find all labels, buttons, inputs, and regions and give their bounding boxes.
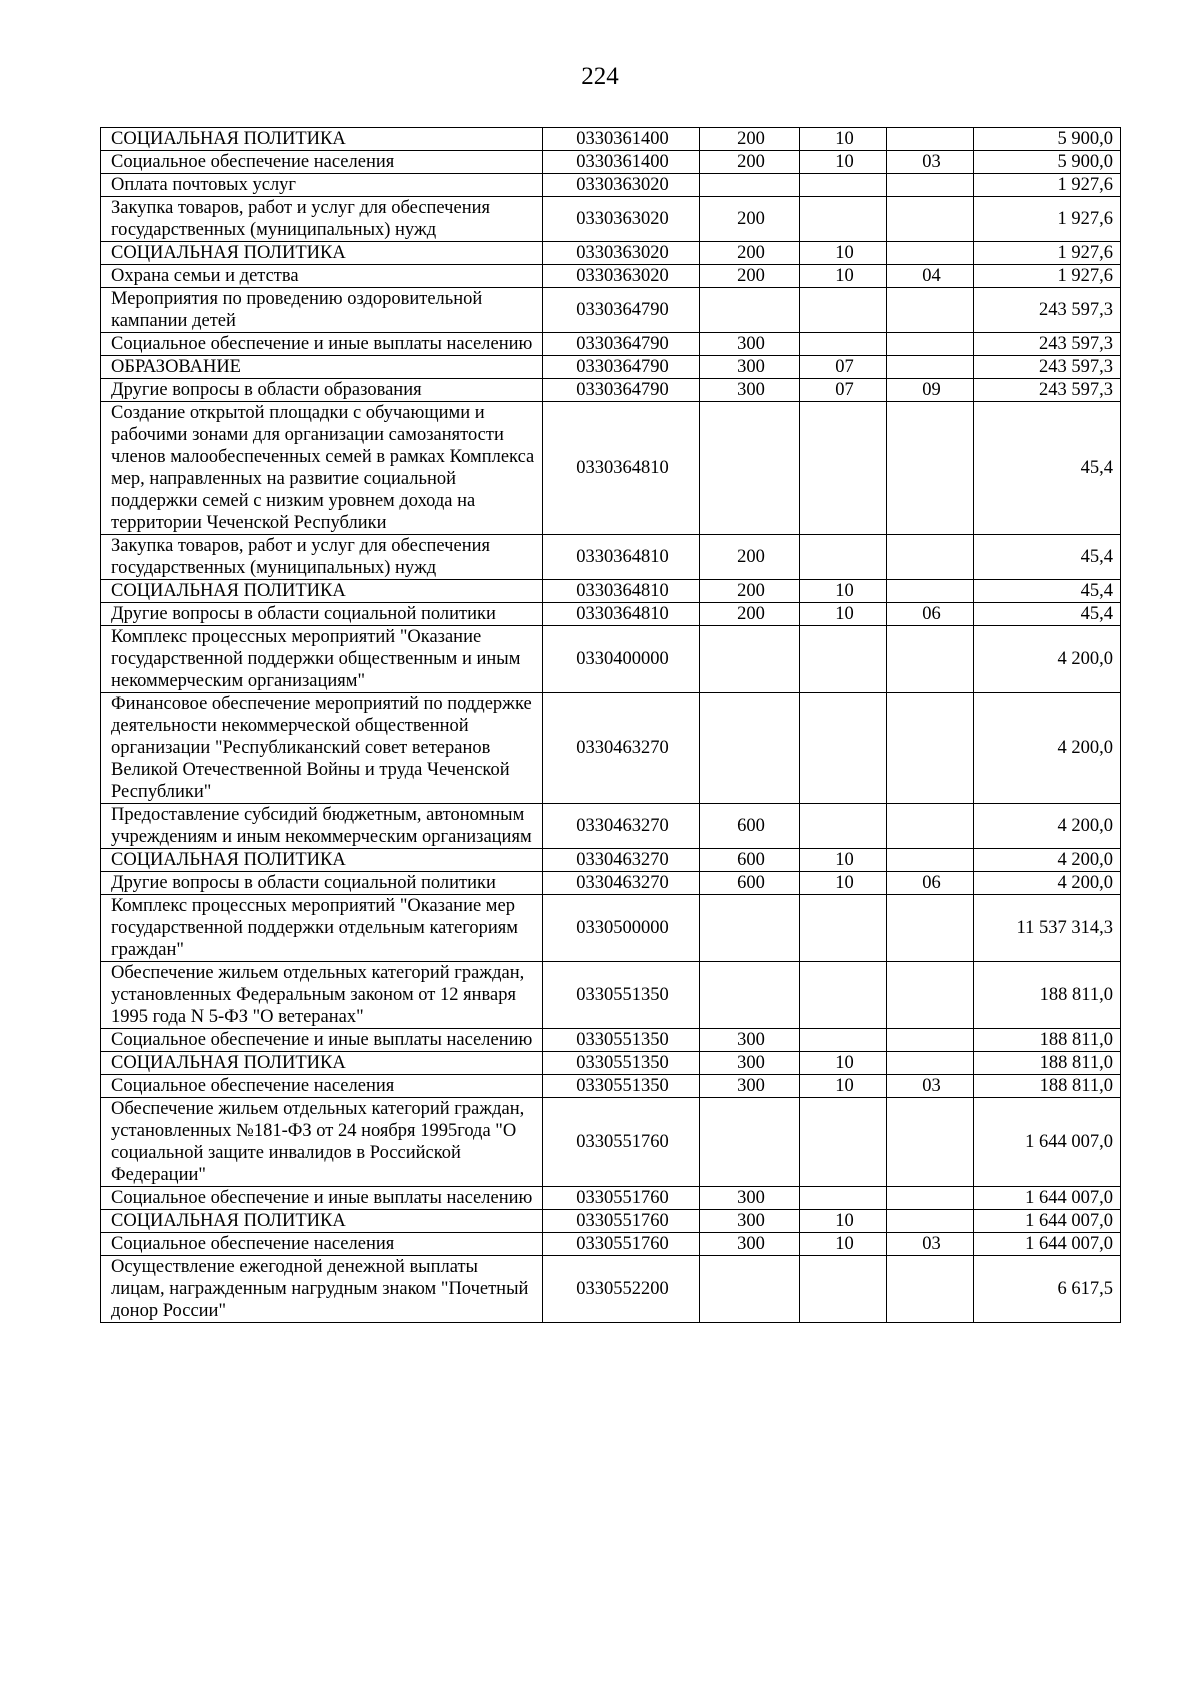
section-cell: 10 bbox=[800, 1233, 887, 1256]
amount-cell: 45,4 bbox=[974, 580, 1121, 603]
subsection-cell bbox=[887, 197, 974, 242]
amount-cell: 243 597,3 bbox=[974, 356, 1121, 379]
subsection-cell bbox=[887, 174, 974, 197]
amount-cell: 1 644 007,0 bbox=[974, 1187, 1121, 1210]
table-row bbox=[101, 580, 1121, 603]
amount-cell: 45,4 bbox=[974, 402, 1121, 535]
table-row bbox=[101, 1075, 1121, 1098]
section-cell: 07 bbox=[800, 356, 887, 379]
target-code-cell: 0330361400 bbox=[543, 151, 700, 174]
subsection-cell: 06 bbox=[887, 603, 974, 626]
item-name-cell: Предоставление субсидий бюджетным, автономным учреждениям и иным некоммерческим организациям bbox=[101, 804, 543, 849]
subsection-cell bbox=[887, 1098, 974, 1187]
table-row bbox=[101, 356, 1121, 379]
target-code-cell: 0330551760 bbox=[543, 1210, 700, 1233]
subsection-cell bbox=[887, 1029, 974, 1052]
section-cell: 07 bbox=[800, 379, 887, 402]
subsection-cell: 09 bbox=[887, 379, 974, 402]
expense-type-cell: 600 bbox=[700, 804, 800, 849]
table-row bbox=[101, 849, 1121, 872]
expense-type-cell: 300 bbox=[700, 1075, 800, 1098]
section-cell: 10 bbox=[800, 265, 887, 288]
section-cell bbox=[800, 402, 887, 535]
section-cell bbox=[800, 288, 887, 333]
table-row bbox=[101, 1029, 1121, 1052]
table-row bbox=[101, 693, 1121, 804]
section-cell bbox=[800, 693, 887, 804]
item-name-cell: Финансовое обеспечение мероприятий по поддержке деятельности некоммерческой общественной организации "Республиканский совет ветеранов Великой Отечественной Войны и труда Чеченской Республики" bbox=[101, 693, 543, 804]
item-name-cell: Социальное обеспечение населения bbox=[101, 1233, 543, 1256]
expense-type-cell: 300 bbox=[700, 356, 800, 379]
section-cell bbox=[800, 1029, 887, 1052]
subsection-cell: 06 bbox=[887, 872, 974, 895]
table-row bbox=[101, 804, 1121, 849]
table-row bbox=[101, 288, 1121, 333]
amount-cell: 1 927,6 bbox=[974, 174, 1121, 197]
expense-type-cell: 300 bbox=[700, 1052, 800, 1075]
item-name-cell: Социальное обеспечение и иные выплаты населению bbox=[101, 1187, 543, 1210]
subsection-cell bbox=[887, 333, 974, 356]
target-code-cell: 0330364790 bbox=[543, 288, 700, 333]
table-row bbox=[101, 603, 1121, 626]
section-cell bbox=[800, 197, 887, 242]
amount-cell: 188 811,0 bbox=[974, 962, 1121, 1029]
target-code-cell: 0330361400 bbox=[543, 128, 700, 151]
subsection-cell bbox=[887, 1052, 974, 1075]
target-code-cell: 0330551350 bbox=[543, 1075, 700, 1098]
expense-type-cell: 300 bbox=[700, 1029, 800, 1052]
expense-type-cell bbox=[700, 1256, 800, 1323]
section-cell: 10 bbox=[800, 242, 887, 265]
amount-cell: 188 811,0 bbox=[974, 1052, 1121, 1075]
item-name-cell: Обеспечение жильем отдельных категорий граждан, установленных №181-ФЗ от 24 ноября 1995года "О социальной защите инвалидов в Российской Федерации" bbox=[101, 1098, 543, 1187]
target-code-cell: 0330364790 bbox=[543, 379, 700, 402]
target-code-cell: 0330552200 bbox=[543, 1256, 700, 1323]
table-row bbox=[101, 197, 1121, 242]
target-code-cell: 0330551350 bbox=[543, 962, 700, 1029]
subsection-cell: 03 bbox=[887, 1233, 974, 1256]
expense-type-cell bbox=[700, 962, 800, 1029]
budget-table bbox=[100, 127, 1121, 1323]
section-cell: 10 bbox=[800, 603, 887, 626]
amount-cell: 5 900,0 bbox=[974, 128, 1121, 151]
expense-type-cell bbox=[700, 402, 800, 535]
item-name-cell: Социальное обеспечение населения bbox=[101, 151, 543, 174]
target-code-cell: 0330364810 bbox=[543, 603, 700, 626]
section-cell bbox=[800, 1098, 887, 1187]
section-cell bbox=[800, 895, 887, 962]
table-row bbox=[101, 626, 1121, 693]
table-row bbox=[101, 872, 1121, 895]
table-row bbox=[101, 1210, 1121, 1233]
table-row bbox=[101, 151, 1121, 174]
item-name-cell: Другие вопросы в области социальной политики bbox=[101, 872, 543, 895]
target-code-cell: 0330400000 bbox=[543, 626, 700, 693]
item-name-cell: СОЦИАЛЬНАЯ ПОЛИТИКА bbox=[101, 1052, 543, 1075]
table-row bbox=[101, 402, 1121, 535]
subsection-cell bbox=[887, 1256, 974, 1323]
expense-type-cell: 200 bbox=[700, 128, 800, 151]
expense-type-cell: 300 bbox=[700, 1233, 800, 1256]
item-name-cell: Комплекс процессных мероприятий "Оказание мер государственной поддержки отдельным категориям граждан" bbox=[101, 895, 543, 962]
subsection-cell bbox=[887, 962, 974, 1029]
item-name-cell: СОЦИАЛЬНАЯ ПОЛИТИКА bbox=[101, 1210, 543, 1233]
section-cell: 10 bbox=[800, 1052, 887, 1075]
section-cell bbox=[800, 804, 887, 849]
section-cell bbox=[800, 1256, 887, 1323]
section-cell bbox=[800, 174, 887, 197]
item-name-cell: Осуществление ежегодной денежной выплаты лицам, награжденным нагрудным знаком "Почетный донор России" bbox=[101, 1256, 543, 1323]
amount-cell: 11 537 314,3 bbox=[974, 895, 1121, 962]
expense-type-cell: 200 bbox=[700, 265, 800, 288]
section-cell: 10 bbox=[800, 580, 887, 603]
item-name-cell: Оплата почтовых услуг bbox=[101, 174, 543, 197]
target-code-cell: 0330551760 bbox=[543, 1098, 700, 1187]
amount-cell: 1 927,6 bbox=[974, 197, 1121, 242]
amount-cell: 1 927,6 bbox=[974, 265, 1121, 288]
amount-cell: 1 927,6 bbox=[974, 242, 1121, 265]
section-cell bbox=[800, 333, 887, 356]
target-code-cell: 0330363020 bbox=[543, 174, 700, 197]
expense-type-cell bbox=[700, 1098, 800, 1187]
amount-cell: 4 200,0 bbox=[974, 849, 1121, 872]
subsection-cell bbox=[887, 849, 974, 872]
expense-type-cell bbox=[700, 174, 800, 197]
target-code-cell: 0330551760 bbox=[543, 1233, 700, 1256]
subsection-cell bbox=[887, 356, 974, 379]
item-name-cell: Другие вопросы в области социальной политики bbox=[101, 603, 543, 626]
table-row bbox=[101, 1052, 1121, 1075]
table-row bbox=[101, 1256, 1121, 1323]
amount-cell: 45,4 bbox=[974, 603, 1121, 626]
table-row bbox=[101, 1187, 1121, 1210]
table-row bbox=[101, 1098, 1121, 1187]
amount-cell: 188 811,0 bbox=[974, 1075, 1121, 1098]
target-code-cell: 0330364790 bbox=[543, 356, 700, 379]
table-row bbox=[101, 1233, 1121, 1256]
subsection-cell: 03 bbox=[887, 151, 974, 174]
amount-cell: 243 597,3 bbox=[974, 333, 1121, 356]
target-code-cell: 0330463270 bbox=[543, 872, 700, 895]
table-row bbox=[101, 379, 1121, 402]
table-row bbox=[101, 242, 1121, 265]
item-name-cell: Мероприятия по проведению оздоровительной кампании детей bbox=[101, 288, 543, 333]
target-code-cell: 0330551350 bbox=[543, 1052, 700, 1075]
table-row bbox=[101, 333, 1121, 356]
table-row bbox=[101, 128, 1121, 151]
amount-cell: 6 617,5 bbox=[974, 1256, 1121, 1323]
item-name-cell: Закупка товаров, работ и услуг для обеспечения государственных (муниципальных) нужд bbox=[101, 535, 543, 580]
expense-type-cell: 200 bbox=[700, 242, 800, 265]
target-code-cell: 0330551350 bbox=[543, 1029, 700, 1052]
section-cell bbox=[800, 962, 887, 1029]
page-number: 224 bbox=[581, 63, 619, 90]
target-code-cell: 0330364810 bbox=[543, 402, 700, 535]
table-row bbox=[101, 265, 1121, 288]
target-code-cell: 0330364790 bbox=[543, 333, 700, 356]
section-cell: 10 bbox=[800, 1210, 887, 1233]
section-cell: 10 bbox=[800, 151, 887, 174]
amount-cell: 4 200,0 bbox=[974, 804, 1121, 849]
item-name-cell: СОЦИАЛЬНАЯ ПОЛИТИКА bbox=[101, 242, 543, 265]
expense-type-cell: 600 bbox=[700, 872, 800, 895]
target-code-cell: 0330363020 bbox=[543, 197, 700, 242]
amount-cell: 4 200,0 bbox=[974, 872, 1121, 895]
subsection-cell bbox=[887, 895, 974, 962]
expense-type-cell: 200 bbox=[700, 197, 800, 242]
amount-cell: 1 644 007,0 bbox=[974, 1098, 1121, 1187]
target-code-cell: 0330500000 bbox=[543, 895, 700, 962]
item-name-cell: Создание открытой площадки с обучающими и рабочими зонами для организации самозанятости членов малообеспеченных семей в рамках Комплекса мер, направленных на развитие социальной поддержки семей с низким уровнем дохода на территории Чеченской Республики bbox=[101, 402, 543, 535]
item-name-cell: Социальное обеспечение населения bbox=[101, 1075, 543, 1098]
subsection-cell bbox=[887, 804, 974, 849]
expense-type-cell: 200 bbox=[700, 580, 800, 603]
item-name-cell: Социальное обеспечение и иные выплаты населению bbox=[101, 333, 543, 356]
target-code-cell: 0330364810 bbox=[543, 535, 700, 580]
expense-type-cell: 600 bbox=[700, 849, 800, 872]
table-row bbox=[101, 535, 1121, 580]
subsection-cell bbox=[887, 535, 974, 580]
item-name-cell: СОЦИАЛЬНАЯ ПОЛИТИКА bbox=[101, 128, 543, 151]
section-cell bbox=[800, 626, 887, 693]
subsection-cell: 03 bbox=[887, 1075, 974, 1098]
subsection-cell bbox=[887, 128, 974, 151]
item-name-cell: Комплекс процессных мероприятий "Оказание государственной поддержки общественным и иным некоммерческим организациям" bbox=[101, 626, 543, 693]
item-name-cell: СОЦИАЛЬНАЯ ПОЛИТИКА bbox=[101, 849, 543, 872]
amount-cell: 188 811,0 bbox=[974, 1029, 1121, 1052]
expense-type-cell: 200 bbox=[700, 603, 800, 626]
target-code-cell: 0330364810 bbox=[543, 580, 700, 603]
target-code-cell: 0330363020 bbox=[543, 242, 700, 265]
section-cell bbox=[800, 1187, 887, 1210]
target-code-cell: 0330363020 bbox=[543, 265, 700, 288]
subsection-cell bbox=[887, 626, 974, 693]
amount-cell: 4 200,0 bbox=[974, 693, 1121, 804]
subsection-cell bbox=[887, 580, 974, 603]
expense-type-cell: 200 bbox=[700, 151, 800, 174]
amount-cell: 4 200,0 bbox=[974, 626, 1121, 693]
expense-type-cell: 200 bbox=[700, 535, 800, 580]
amount-cell: 1 644 007,0 bbox=[974, 1233, 1121, 1256]
table-row bbox=[101, 962, 1121, 1029]
subsection-cell bbox=[887, 1210, 974, 1233]
expense-type-cell: 300 bbox=[700, 1210, 800, 1233]
expense-type-cell: 300 bbox=[700, 1187, 800, 1210]
amount-cell: 1 644 007,0 bbox=[974, 1210, 1121, 1233]
subsection-cell bbox=[887, 1187, 974, 1210]
subsection-cell bbox=[887, 242, 974, 265]
item-name-cell: Охрана семьи и детства bbox=[101, 265, 543, 288]
subsection-cell bbox=[887, 693, 974, 804]
item-name-cell: Другие вопросы в области образования bbox=[101, 379, 543, 402]
expense-type-cell: 300 bbox=[700, 379, 800, 402]
item-name-cell: ОБРАЗОВАНИЕ bbox=[101, 356, 543, 379]
item-name-cell: Социальное обеспечение и иные выплаты населению bbox=[101, 1029, 543, 1052]
amount-cell: 243 597,3 bbox=[974, 288, 1121, 333]
budget-table-body bbox=[101, 128, 1121, 1323]
expense-type-cell bbox=[700, 626, 800, 693]
target-code-cell: 0330463270 bbox=[543, 804, 700, 849]
target-code-cell: 0330463270 bbox=[543, 693, 700, 804]
expense-type-cell bbox=[700, 288, 800, 333]
amount-cell: 5 900,0 bbox=[974, 151, 1121, 174]
subsection-cell: 04 bbox=[887, 265, 974, 288]
subsection-cell bbox=[887, 288, 974, 333]
target-code-cell: 0330551760 bbox=[543, 1187, 700, 1210]
expense-type-cell bbox=[700, 895, 800, 962]
target-code-cell: 0330463270 bbox=[543, 849, 700, 872]
section-cell bbox=[800, 535, 887, 580]
section-cell: 10 bbox=[800, 1075, 887, 1098]
table-row bbox=[101, 895, 1121, 962]
table-row bbox=[101, 174, 1121, 197]
item-name-cell: Закупка товаров, работ и услуг для обеспечения государственных (муниципальных) нужд bbox=[101, 197, 543, 242]
section-cell: 10 bbox=[800, 128, 887, 151]
amount-cell: 243 597,3 bbox=[974, 379, 1121, 402]
section-cell: 10 bbox=[800, 872, 887, 895]
expense-type-cell: 300 bbox=[700, 333, 800, 356]
expense-type-cell bbox=[700, 693, 800, 804]
subsection-cell bbox=[887, 402, 974, 535]
amount-cell: 45,4 bbox=[974, 535, 1121, 580]
item-name-cell: Обеспечение жильем отдельных категорий граждан, установленных Федеральным законом от 12 января 1995 года N 5-ФЗ "О ветеранах" bbox=[101, 962, 543, 1029]
section-cell: 10 bbox=[800, 849, 887, 872]
item-name-cell: СОЦИАЛЬНАЯ ПОЛИТИКА bbox=[101, 580, 543, 603]
